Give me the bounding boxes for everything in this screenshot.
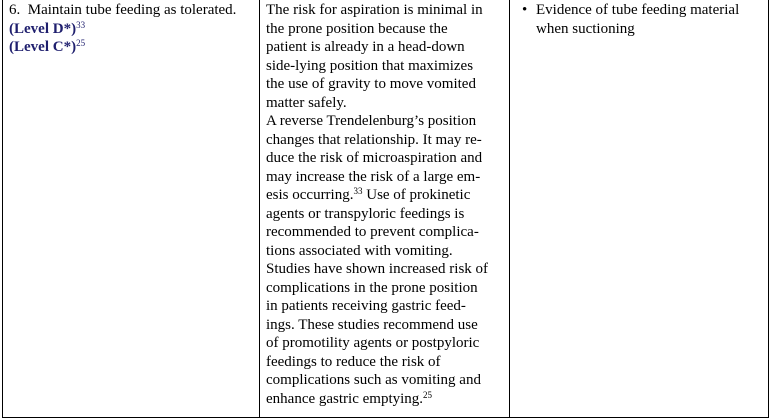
list-item-text	[536, 1, 762, 38]
text-line: the use of gravity to move vomited	[266, 76, 476, 92]
intervention-heading	[9, 1, 255, 20]
text-line: complications such as vomiting and	[266, 372, 481, 388]
table-border-bottom	[2, 417, 769, 418]
text-line: ings. These studies recommend use	[266, 316, 478, 333]
text-line: recommended to prevent complica-	[266, 224, 479, 240]
text-line: Studies have shown increased risk of	[266, 261, 489, 277]
table-border-left	[2, 0, 3, 418]
intervention-number: 6.	[9, 2, 21, 18]
text-line: complications in the prone position	[266, 279, 478, 296]
text-line: The risk for aspiration is minimal in	[266, 2, 483, 18]
evidence-level-label: (Level C*)	[9, 39, 77, 55]
intervention-text: Maintain tube feeding as tolerated.	[27, 2, 237, 18]
text-line: agents or transpyloric feedings is	[266, 205, 465, 222]
text-line: may increase the risk of a large em-	[266, 168, 481, 185]
text-line: side-lying position that maximizes	[266, 57, 474, 74]
text-line-with-reference	[266, 186, 506, 205]
text-line: Evidence of tube feeding material	[536, 2, 740, 18]
text-line: duce the risk of microaspiration and	[266, 150, 483, 166]
bullet-icon: •	[522, 2, 528, 18]
table-border-right	[768, 0, 769, 418]
rationale-paragraph-1	[266, 1, 506, 112]
evidence-level-label: (Level D*)	[9, 20, 77, 37]
text-fragment: enhance gastric emptying.	[266, 390, 424, 407]
text-line: feedings to reduce the risk of	[266, 353, 441, 370]
reference-number: 33	[76, 19, 86, 30]
rationale-cell	[266, 1, 506, 408]
text-fragment: Use of prokinetic	[362, 187, 471, 203]
text-fragment: esis occurring.	[266, 187, 354, 203]
evidence-level-1	[9, 20, 255, 39]
evidence-level-2	[9, 38, 255, 57]
reference-number: 25	[76, 38, 86, 48]
reference-number: 33	[353, 186, 363, 196]
text-line: the prone position because the	[266, 20, 448, 37]
text-line-with-reference	[266, 389, 506, 409]
text-line: matter safely.	[266, 94, 347, 111]
text-line: of promotility agents or postpyloric	[266, 335, 480, 351]
rationale-paragraph-2	[266, 112, 506, 260]
text-line: when suctioning	[536, 20, 635, 37]
text-line: tions associated with vomiting.	[266, 242, 453, 259]
intervention-cell	[9, 1, 255, 57]
text-line: patient is already in a head-down	[266, 39, 465, 55]
list-item	[522, 1, 762, 38]
column-divider-2	[509, 0, 510, 418]
rationale-paragraph-3	[266, 260, 506, 408]
column-divider-1	[259, 0, 260, 418]
text-line: A reverse Trendelenburg’s position	[266, 113, 477, 129]
text-line: changes that relationship. It may re-	[266, 131, 482, 148]
reference-number: 25	[423, 389, 433, 400]
text-line: in patients receiving gastric feed-	[266, 298, 466, 314]
expected-outcome-cell	[522, 1, 762, 38]
